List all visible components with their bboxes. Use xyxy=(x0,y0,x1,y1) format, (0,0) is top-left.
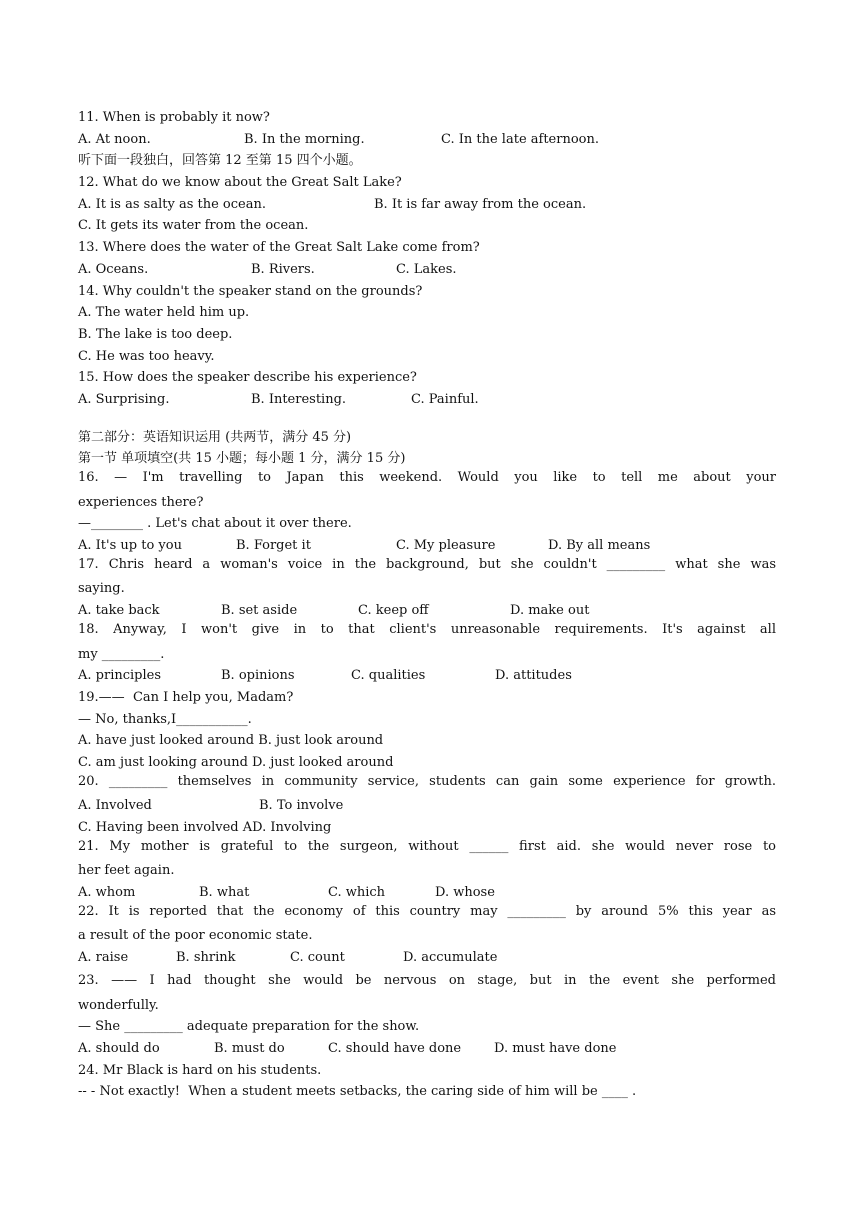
question-13-stem: 13. Where does the water of the Great Salt Lake come from? xyxy=(78,240,480,256)
option-c: C. qualities xyxy=(351,668,426,684)
option-b: B. must do xyxy=(214,1040,285,1056)
question-19-stem: 19.—— Can I help you, Madam? xyxy=(78,689,294,705)
option-b: B. Forget it xyxy=(236,538,311,554)
question-16-stem: 16. — I'm travelling to Japan this weekend. Would you like to tell me about your xyxy=(78,470,776,485)
option-a: A. It's up to you xyxy=(78,538,182,554)
option-a: A. principles xyxy=(78,668,162,684)
part2-title: 第二部分：英语知识运用 (共两节，满分 45 分) xyxy=(78,429,352,445)
option-b: B. Rivers. xyxy=(251,261,315,277)
question-23-reply: — She _________ adequate preparation for the show. xyxy=(78,1019,420,1035)
question-16-options xyxy=(78,535,776,557)
section-spacer xyxy=(78,411,776,427)
question-11-options xyxy=(78,129,776,151)
option-b: B. Interesting. xyxy=(251,391,347,407)
option-c: C. should have done xyxy=(328,1040,462,1056)
question-17-stem: 17. Chris heard a woman's voice in the background, but she couldn't _________ what she was xyxy=(78,556,776,572)
option-d: D. make out xyxy=(510,603,590,619)
option-b: B. set aside xyxy=(221,603,298,619)
option-a: A. raise xyxy=(78,950,129,966)
option-a: A. Surprising. xyxy=(78,391,170,407)
option-b: B. The lake is too deep. xyxy=(78,326,233,342)
option-b: B. To involve xyxy=(259,798,344,814)
option-c: C. Lakes. xyxy=(396,261,457,277)
option-a: A. It is as salty as the ocean. xyxy=(78,196,266,212)
option-d: D. By all means xyxy=(548,538,651,554)
question-19-options-ab: A. have just looked around B. just look around xyxy=(78,733,384,749)
monologue-intro: 听下面一段独白，回答第 12 至第 15 四个小题。 xyxy=(78,153,362,169)
question-21-options xyxy=(78,882,776,904)
question-23-options xyxy=(78,1038,776,1060)
option-c: C. keep off xyxy=(358,603,429,619)
question-21-stem-cont: her feet again. xyxy=(78,863,175,879)
question-15-options xyxy=(78,389,776,411)
question-20-options xyxy=(78,795,776,817)
question-18-stem: 18. Anyway, I won't give in to that client's unreasonable requirements. It's against all xyxy=(78,621,776,637)
option-b: B. what xyxy=(199,885,250,901)
question-19-reply: — No, thanks,I___________. xyxy=(78,711,252,727)
question-18-options xyxy=(78,665,776,687)
option-a: A. Involved xyxy=(78,798,152,814)
question-12-options xyxy=(78,194,776,216)
option-c: C. which xyxy=(328,885,386,901)
option-d: D. must have done xyxy=(494,1040,617,1056)
question-19-options-cd: C. am just looking around D. just looked around xyxy=(78,754,394,770)
question-16-reply: —________ . Let's chat about it over there. xyxy=(78,516,352,532)
option-a: A. should do xyxy=(78,1040,160,1056)
question-12-stem: 12. What do we know about the Great Salt Lake? xyxy=(78,175,402,191)
question-17-stem-cont: saying. xyxy=(78,581,125,597)
question-13-options xyxy=(78,259,776,281)
question-22-stem-cont: a result of the poor economic state. xyxy=(78,928,313,944)
option-d: D. whose xyxy=(435,885,495,901)
question-18-stem-cont: my _________. xyxy=(78,646,165,662)
option-a: A. The water held him up. xyxy=(78,305,250,321)
option-b: B. In the morning. xyxy=(244,131,365,147)
option-b: B. opinions xyxy=(221,668,295,684)
option-c: C. It gets its water from the ocean. xyxy=(78,218,309,234)
question-21-stem: 21. My mother is grateful to the surgeon, without ______ first aid. she would never rose to xyxy=(78,838,776,854)
option-c: C. He was too heavy. xyxy=(78,348,215,364)
question-22-stem: 22. It is reported that the economy of this country may _________ by around 5% this year as xyxy=(78,903,776,919)
option-b: B. shrink xyxy=(176,950,236,966)
question-14-stem: 14. Why couldn't the speaker stand on the grounds? xyxy=(78,283,423,299)
option-c: C. My pleasure xyxy=(396,538,496,554)
option-d: D. accumulate xyxy=(403,950,498,966)
question-20-stem: 20. _________ themselves in community service, students can gain some experience for growth. xyxy=(78,773,776,789)
page-content xyxy=(78,107,776,1103)
option-a: A. At noon. xyxy=(78,131,151,147)
question-24-stem: 24. Mr Black is hard on his students. xyxy=(78,1062,322,1078)
question-24-reply: -- - Not exactly! When a student meets setbacks, the caring side of him will be ____ . xyxy=(78,1084,637,1100)
option-a: A. whom xyxy=(78,885,136,901)
option-a: A. Oceans. xyxy=(78,261,149,277)
question-16-stem-cont: experiences there? xyxy=(78,494,204,510)
question-17-options xyxy=(78,600,776,622)
option-c: C. Painful. xyxy=(411,391,479,407)
question-23-stem-cont: wonderfully. xyxy=(78,997,159,1013)
question-20-options-cd: C. Having been involved AD. Involving xyxy=(78,820,332,835)
question-23-stem: 23. —— I had thought she would be nervous on stage, but in the event she performed xyxy=(78,972,776,988)
option-c: C. In the late afternoon. xyxy=(441,131,599,147)
question-22-options xyxy=(78,947,776,969)
question-15-stem: 15. How does the speaker describe his experience? xyxy=(78,370,417,386)
question-11-stem: 11. When is probably it now? xyxy=(78,110,270,125)
option-a: A. take back xyxy=(78,603,160,619)
option-d: D. attitudes xyxy=(495,668,572,684)
section1-title: 第一节 单项填空(共 15 小题；每小题 1 分，满分 15 分) xyxy=(78,451,406,467)
option-c: C. count xyxy=(290,950,345,966)
option-b: B. It is far away from the ocean. xyxy=(374,196,587,212)
